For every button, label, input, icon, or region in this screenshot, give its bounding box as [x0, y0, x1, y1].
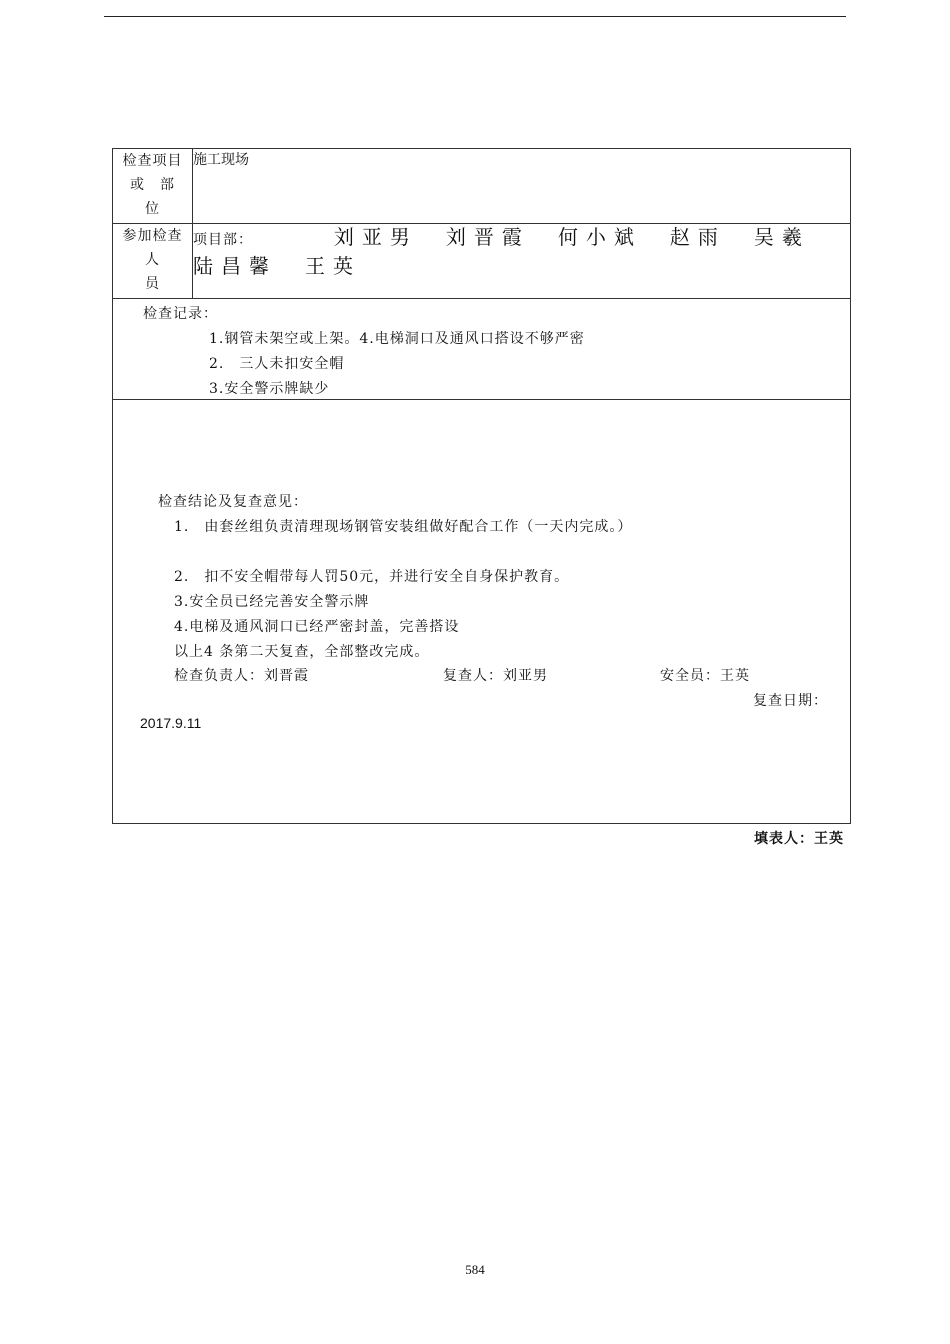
- row-inspection-site: [113, 149, 851, 224]
- label-participants: [113, 224, 193, 299]
- label-line: 员: [145, 276, 160, 292]
- form-filler: 填表人：王英: [754, 831, 844, 847]
- row-participants: [113, 224, 851, 299]
- page-number: 584: [465, 1262, 485, 1277]
- label-line: 位: [145, 201, 160, 217]
- label-line: 或 部: [130, 177, 175, 193]
- inspection-conclusion: [113, 400, 851, 824]
- conclusion-item: 3.安全员已经完善安全警示牌: [174, 594, 370, 610]
- record-item: 3.安全警示牌缺少: [209, 381, 330, 397]
- participants-value: [193, 224, 851, 299]
- inspection-site-value: [193, 149, 851, 224]
- label-line: 检查项目: [122, 153, 183, 169]
- row-records: [113, 299, 851, 400]
- review-date-label: 复查日期：: [753, 693, 828, 709]
- review-date: 2017.9.11: [140, 715, 202, 731]
- conclusion-item: 4.电梯及通风洞口已经严密封盖，完善搭设: [174, 619, 460, 635]
- participant-names-line2: 陆昌馨 王英: [193, 254, 361, 278]
- department-prefix: 项目部：: [193, 232, 253, 248]
- safety-officer-signature: 安全员：王英: [660, 668, 750, 684]
- conclusion-item: 以上4 条第二天复查，全部整改完成。: [174, 644, 430, 660]
- participant-names-line1: 刘亚男 刘晋霞 何小斌 赵雨 吴羲: [333, 225, 810, 249]
- record-item: 1.钢管未架空或上架。4.电梯洞口及通风口搭设不够严密: [209, 331, 585, 347]
- inspection-form: [112, 148, 851, 824]
- records-heading: 检查记录：: [143, 306, 218, 322]
- record-item: 2. 三人未扣安全帽: [209, 356, 345, 372]
- header-rule: [104, 16, 846, 17]
- row-conclusion: [113, 400, 851, 824]
- site-text: 施工现场: [193, 152, 249, 168]
- conclusion-heading: 检查结论及复查意见：: [158, 494, 308, 510]
- conclusion-item: 1. 由套丝组负责清理现场钢管安装组做好配合工作（一天内完成。）: [174, 519, 633, 535]
- label-line: 参加检查: [122, 228, 183, 244]
- inspection-records: [113, 299, 851, 400]
- inspector-signature: 检查负责人：刘晋霞: [174, 668, 309, 684]
- reviewer-signature: 复查人：刘亚男: [443, 668, 548, 684]
- label-inspection-site: [113, 149, 193, 224]
- label-line: 人: [145, 252, 160, 268]
- conclusion-item: 2. 扣不安全帽带每人罚50元，并进行安全自身保护教育。: [174, 569, 570, 585]
